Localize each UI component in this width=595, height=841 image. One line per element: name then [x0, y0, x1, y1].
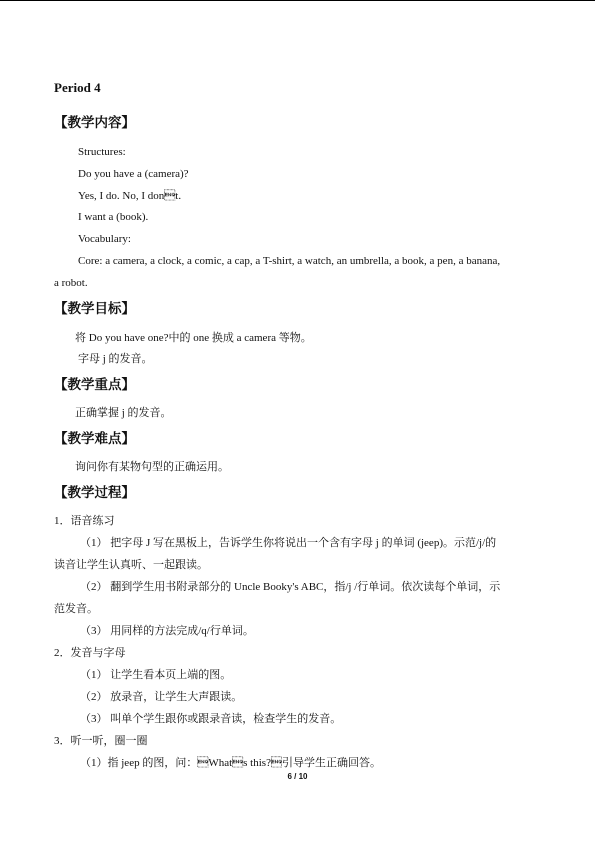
- structure-want: I want a (book).: [78, 211, 149, 223]
- step-2-heading: 2．发音与字母: [54, 647, 126, 659]
- vocabulary-label: Vocabulary:: [78, 233, 131, 245]
- structures-label: Structures:: [78, 146, 126, 158]
- page-number: 6 / 10: [287, 772, 308, 781]
- goal-line-1: 将 Do you have one?中的 one 换成 a camera 等物。: [75, 332, 312, 344]
- period-title: Period 4: [54, 80, 101, 95]
- key-point-line: 正确掌握 j 的发音。: [75, 407, 172, 419]
- structure-answer: Yes, I do. No, I dont.: [78, 190, 182, 202]
- step-1-item-2-continued: 范发音。: [54, 603, 98, 615]
- step-2-item-3: （3） 叫单个学生跟你或跟录音读，检查学生的发音。: [80, 713, 342, 725]
- section-heading-process: 【教学过程】: [54, 485, 135, 500]
- step-1-heading: 1．语音练习: [54, 515, 115, 527]
- step-1-item-1-continued: 读音让学生认真听、一起跟读。: [54, 559, 208, 571]
- core-vocabulary: Core: a camera, a clock, a comic, a cap, a T-shirt, a watch, an umbrella, a book, a pen, a banana,: [78, 255, 501, 267]
- section-heading-goals: 【教学目标】: [54, 301, 135, 316]
- section-heading-content: 【教学内容】: [54, 115, 135, 130]
- step-1-item-3: （3） 用同样的方法完成/q/行单词。: [80, 625, 254, 637]
- structure-question: Do you have a (camera)?: [78, 168, 189, 180]
- goal-line-2: 字母 j 的发音。: [78, 353, 153, 365]
- section-heading-difficulties: 【教学难点】: [54, 431, 135, 446]
- step-3-item-1: （1）指 jeep 的图，问：Whats this?引导学生正确回答。: [80, 757, 381, 769]
- step-3-heading: 3．听一听，圈一圈: [54, 735, 148, 747]
- step-2-item-1: （1） 让学生看本页上端的图。: [80, 669, 232, 681]
- core-vocabulary-continued: a robot.: [54, 277, 88, 289]
- step-1-item-1: （1） 把字母 J 写在黑板上，告诉学生你将说出一个含有字母 j 的单词 (jeep)。示范/j/的: [80, 537, 497, 549]
- step-1-item-2: （2） 翻到学生用书附录部分的 Uncle Booky's ABC，指/j /行单词。依次读每个单词，示: [80, 581, 501, 593]
- section-heading-key-points: 【教学重点】: [54, 377, 135, 392]
- step-2-item-2: （2） 放录音，让学生大声跟读。: [80, 691, 243, 703]
- difficulty-line: 询问你有某物句型的正确运用。: [75, 461, 229, 473]
- page-top-border: [0, 0, 595, 1]
